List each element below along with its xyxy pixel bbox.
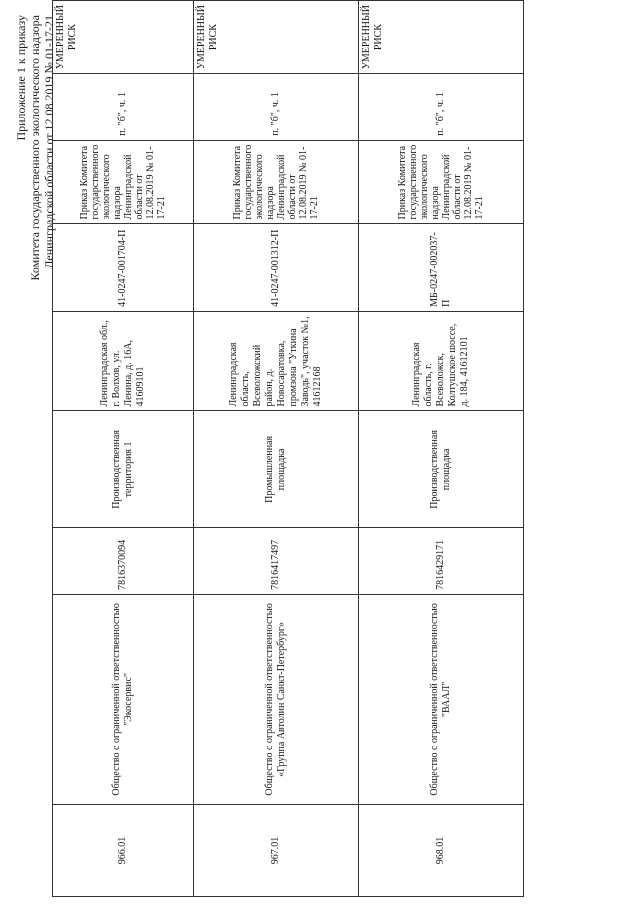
criteria-paragraph: п. "б", ч. 1: [359, 74, 524, 141]
header-line-1: Приложение 1 к приказу: [14, 15, 28, 141]
risk-category: УМЕРЕННЫЙ РИСК: [194, 1, 359, 74]
organization-name: Общество с ограниченной ответственностью «Группа Автолин Санкт-Петербург»: [194, 594, 359, 804]
order-header: [14, 15, 56, 865]
object-name: Промышленная площадка: [194, 411, 359, 528]
row-number: 966.01: [53, 804, 194, 896]
organization-name: Общество с ограниченной ответственностью "ВААЛ": [359, 594, 524, 804]
object-code: 41-0247-001704-П: [53, 224, 194, 311]
inn-value: 7816370094: [53, 528, 194, 595]
table-row: [194, 1, 359, 897]
order-reference: Приказ Комитета государственного экологического надзора Ленинградской области от 12.08.2019 № 01-17-21: [359, 140, 524, 224]
object-code: 41-0247-001312-П: [194, 224, 359, 311]
object-code: МБ-0247-002037-П: [359, 224, 524, 311]
order-reference: Приказ Комитета государственного экологического надзора Ленинградской области от 12.08.2019 № 01-17-21: [53, 140, 194, 224]
criteria-paragraph: п. "б", ч. 1: [194, 74, 359, 141]
registry-table: [52, 0, 524, 897]
table-row: [359, 1, 524, 897]
risk-category: УМЕРЕННЫЙ РИСК: [53, 1, 194, 74]
object-name: Производственная территория 1: [53, 411, 194, 528]
object-name: Производственная площадка: [359, 411, 524, 528]
order-reference: Приказ Комитета государственного экологического надзора Ленинградской области от 12.08.2019 № 01-17-21: [194, 140, 359, 224]
criteria-paragraph: п. "б", ч. 1: [53, 74, 194, 141]
row-number: 967.01: [194, 804, 359, 896]
object-address: Ленинградская область, г. Всеволожск, Колтушское шоссе, д. 184, 41612101: [359, 311, 524, 411]
risk-category: УМЕРЕННЫЙ РИСК: [359, 1, 524, 74]
table-row: [53, 1, 194, 897]
organization-name: Общество с ограниченной ответственностью "Экосервис": [53, 594, 194, 804]
object-address: Ленинградская область, Всеволожский район, д. Новосаратовка, промзона "Уткина Заводь", участок №1, 41612168: [194, 311, 359, 411]
header-line-3: Ленинградской области от 12.08.2019 № 01-17-21: [42, 15, 56, 269]
inn-value: 7816429171: [359, 528, 524, 595]
inn-value: 7816417497: [194, 528, 359, 595]
row-number: 968.01: [359, 804, 524, 896]
header-line-2: Комитета государственного экологического надзора: [28, 15, 42, 281]
object-address: Ленинградская обл., г. Волхов, ул. Ленина, д. 16А, 41609101: [53, 311, 194, 411]
